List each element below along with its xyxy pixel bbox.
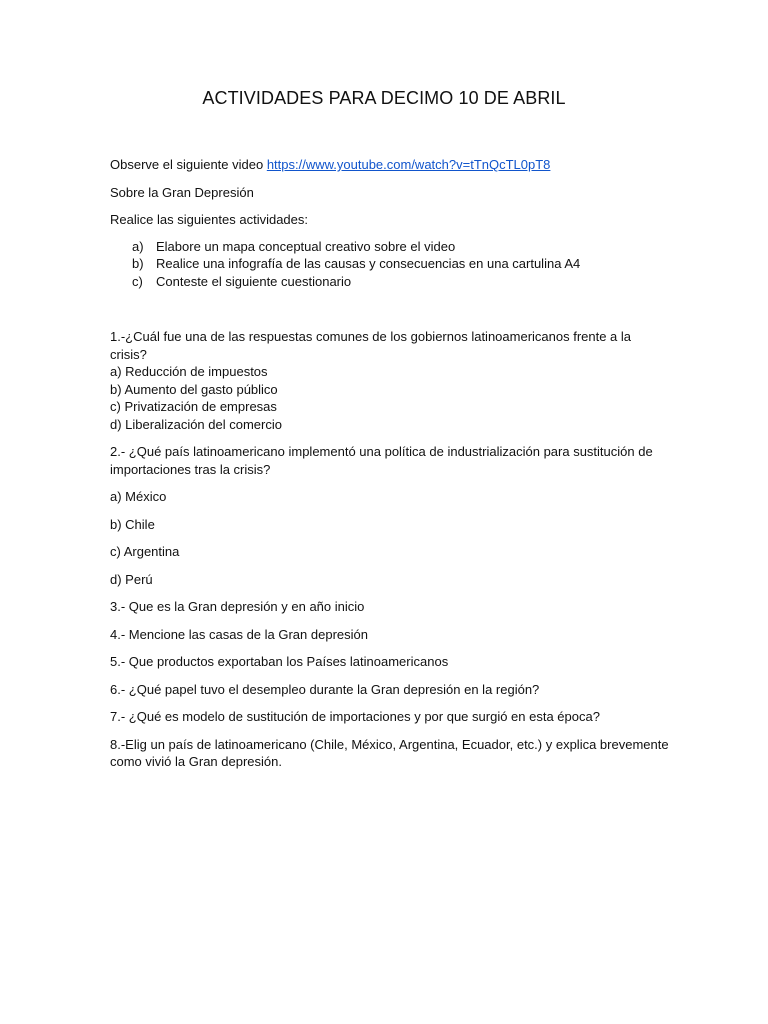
question-8: 8.-Elig un país de latinoamericano (Chile, México, Argentina, Ecuador, etc.) y explica brevemente como vivió la Gran depresión. xyxy=(110,736,669,769)
question-2-option: a) México xyxy=(110,489,167,504)
list-marker: a) xyxy=(132,238,144,254)
list-item-text: Conteste el siguiente cuestionario xyxy=(156,273,352,289)
list-item-text: Elabore un mapa conceptual creativo sobre el video xyxy=(156,238,456,254)
question-1-option: c) Privatización de empresas xyxy=(110,399,277,414)
document-title: ACTIVIDADES PARA DECIMO 10 DE ABRIL xyxy=(202,88,566,108)
question-2: 2.- ¿Qué país latinoamericano implementó una política de industrialización para sustitución de importaciones tras la crisis? xyxy=(110,444,653,477)
list-marker: b) xyxy=(132,256,144,271)
list-item-text: Realice una infografía de las causas y consecuencias en una cartulina A4 xyxy=(156,256,581,271)
question-1-block xyxy=(110,328,670,433)
activities-list xyxy=(110,238,670,291)
question-3: 3.- Que es la Gran depresión y en año inicio xyxy=(110,599,365,614)
question-2-option: d) Perú xyxy=(110,571,153,587)
video-instruction-text: Observe el siguiente video xyxy=(110,157,267,172)
spacer xyxy=(110,290,670,328)
question-7: 7.- ¿Qué es modelo de sustitución de importaciones y por que surgió en esta época? xyxy=(110,709,600,724)
question-6: 6.- ¿Qué papel tuvo el desempleo durante la Gran depresión en la región? xyxy=(110,681,540,697)
question-5: 5.- Que productos exportaban los Países latinoamericanos xyxy=(110,654,449,669)
video-link[interactable]: https://www.youtube.com/watch?v=tTnQcTL0pT8 xyxy=(266,157,551,172)
document-body xyxy=(110,156,670,781)
video-instruction xyxy=(110,156,670,174)
list-marker: c) xyxy=(132,273,143,289)
list-item xyxy=(110,238,670,256)
question-2-option: b) Chile xyxy=(110,516,155,532)
question-2-option: c) Argentina xyxy=(110,544,180,559)
question-1: 1.-¿Cuál fue una de las respuestas comunes de los gobiernos latinoamericanos frente a la crisis? xyxy=(110,329,632,362)
question-1-option: b) Aumento del gasto público xyxy=(110,381,278,397)
list-item xyxy=(110,255,670,273)
question-1-option: d) Liberalización del comercio xyxy=(110,416,282,432)
topic-text: Sobre la Gran Depresión xyxy=(110,184,254,200)
question-1-option: a) Reducción de impuestos xyxy=(110,364,268,379)
question-4: 4.- Mencione las casas de la Gran depresión xyxy=(110,626,368,642)
activities-heading: Realice las siguientes actividades: xyxy=(110,212,308,227)
list-item xyxy=(110,273,670,291)
